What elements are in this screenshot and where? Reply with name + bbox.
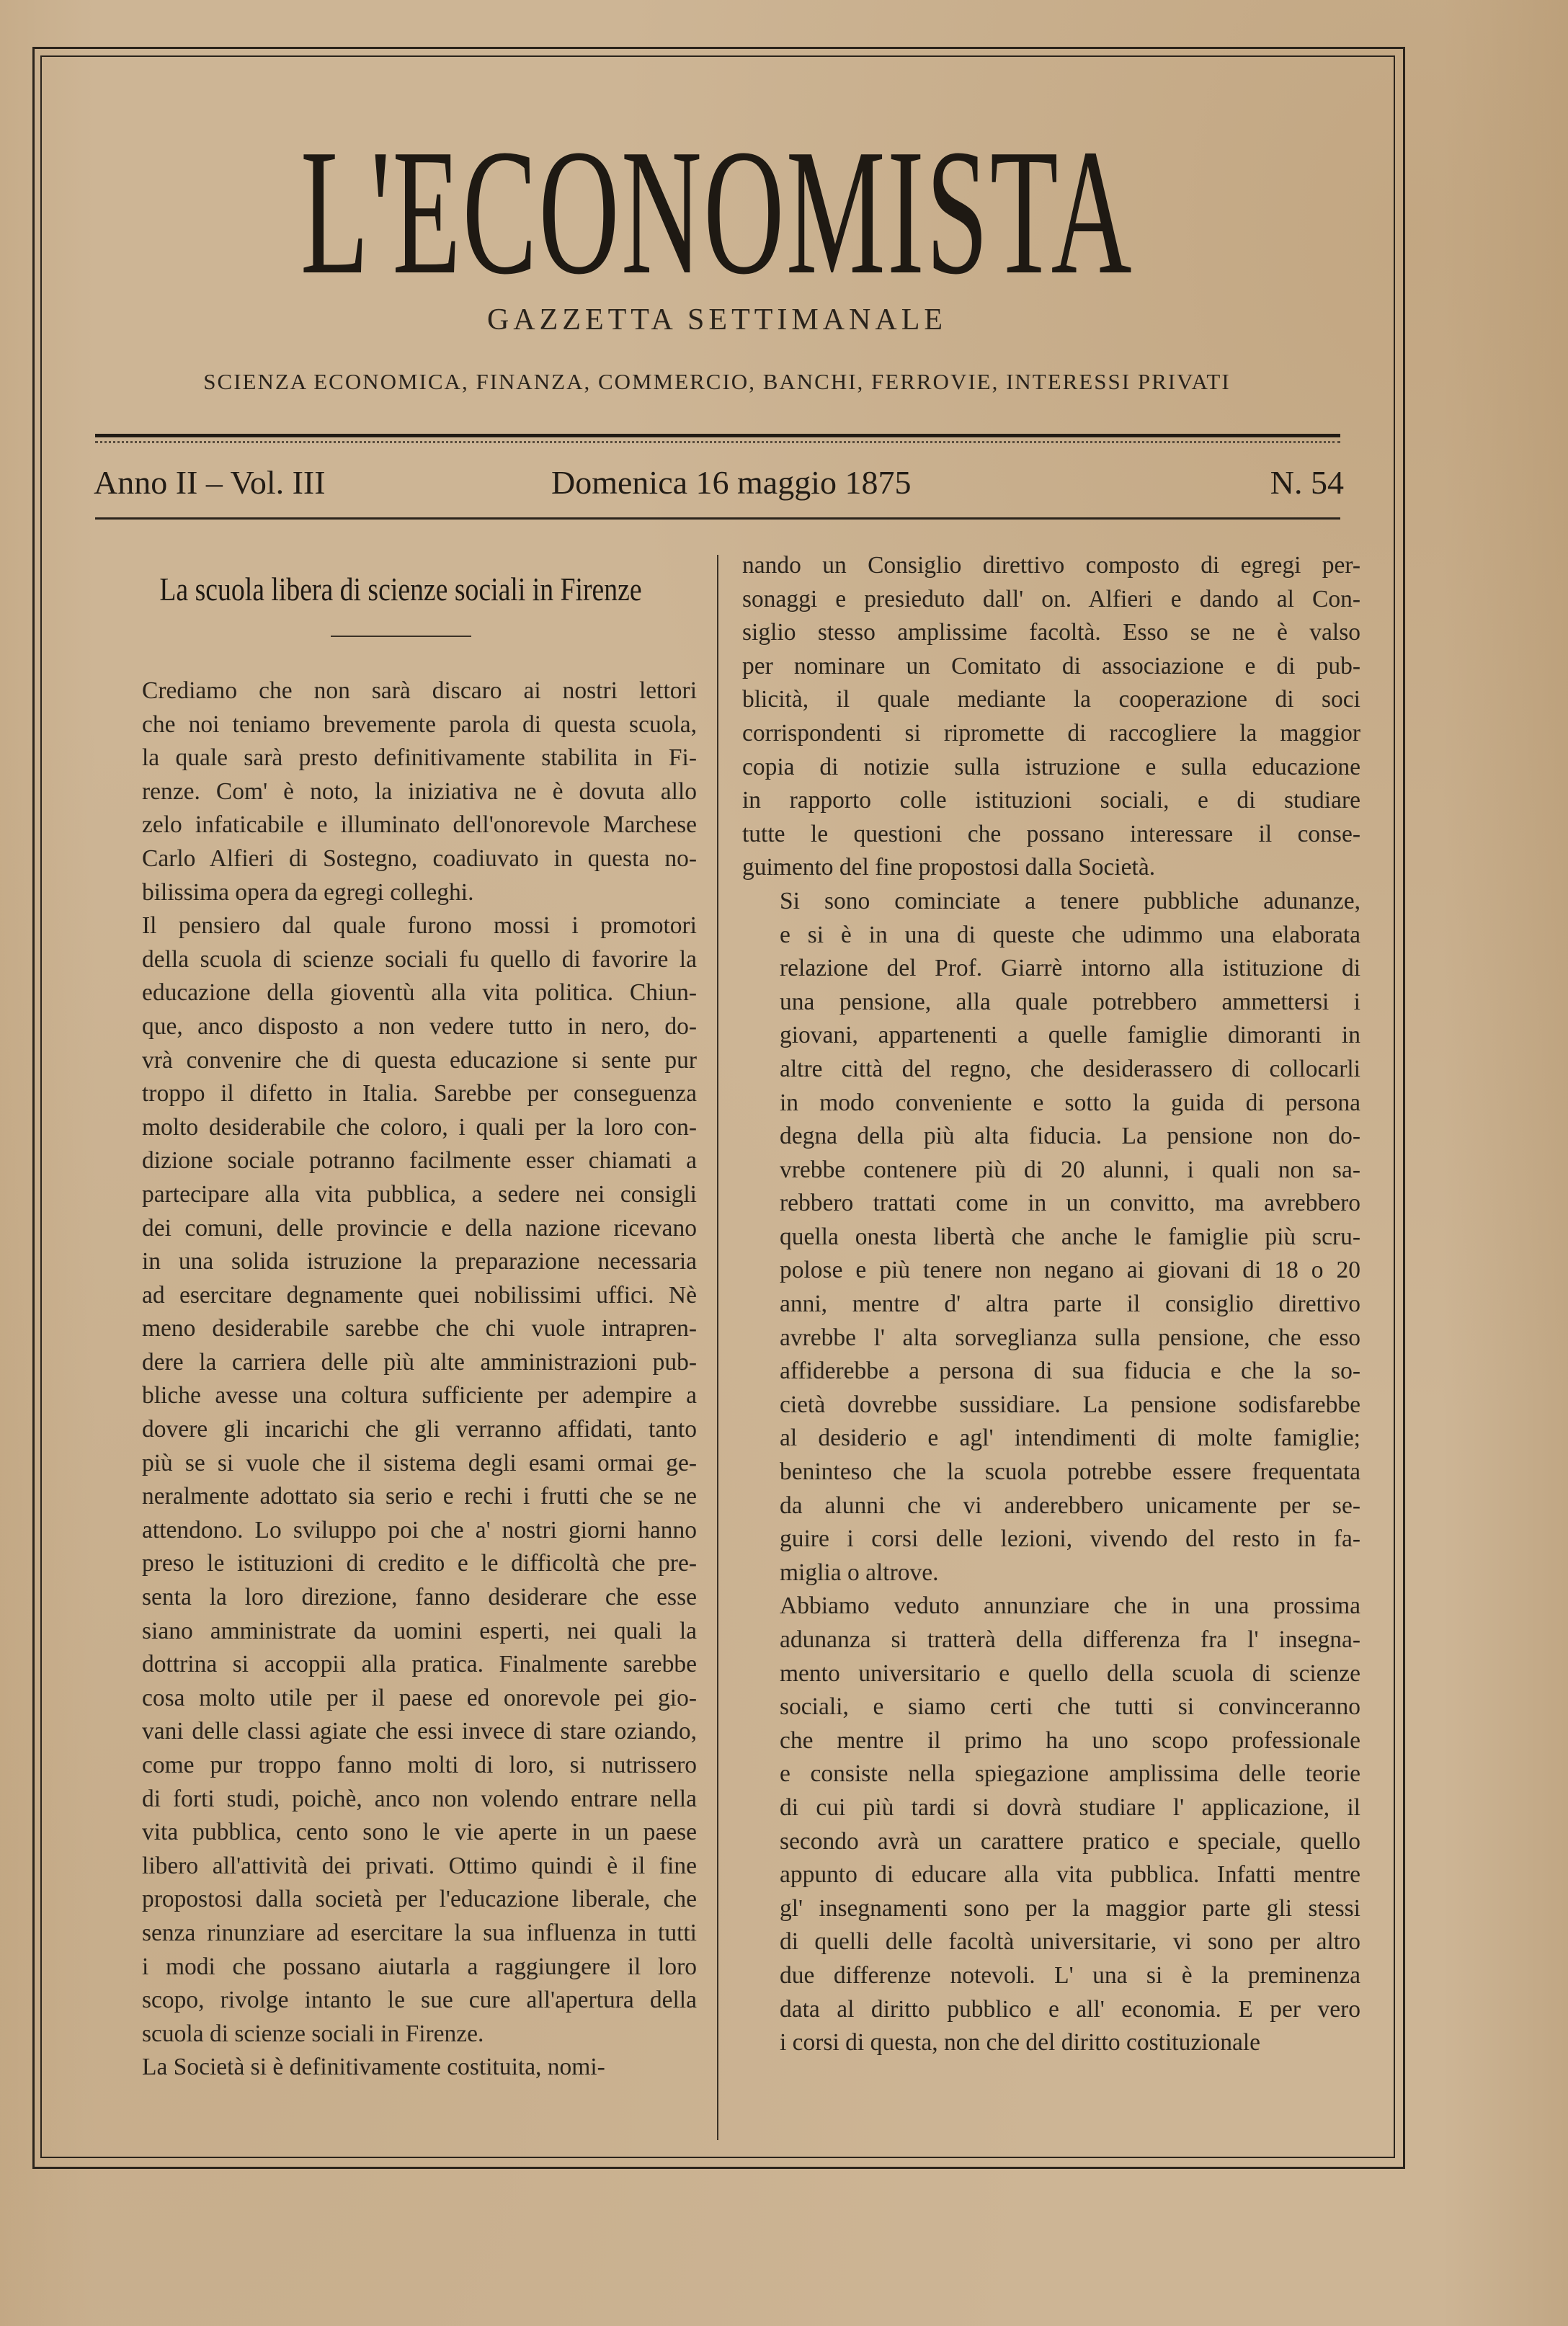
text-line: bliche avesse una coltura sufficiente per adempire a <box>142 1382 697 1409</box>
text-line: appunto di educare alla vita pubblica. Infatti mentre <box>780 1861 1360 1889</box>
text-line: per nominare un Comitato di associazione e di pub- <box>742 652 1360 679</box>
text-line: corrispondenti si ripromette di raccogliere la maggior <box>742 719 1360 747</box>
text-line: dottrina si accoppii alla pratica. Finalmente sarebbe <box>142 1651 697 1678</box>
text-line: siano amministrate da uomini esperti, nei quali la <box>142 1617 697 1644</box>
text-line: relazione del Prof. Giarrè intorno alla istituzione di <box>780 955 1360 982</box>
text-line: vrà convenire che di questa educazione si sente pur <box>142 1046 697 1074</box>
paragraph <box>742 885 1360 1590</box>
left-column <box>104 555 697 2085</box>
text-line: troppo il difetto in Italia. Sarebbe per conseguenza <box>142 1080 697 1108</box>
text-line: molto desiderabile che coloro, i quali per la loro con- <box>142 1113 697 1141</box>
text-line: avrebbe l' alta sorveglianza sulla pensione, che esso <box>780 1324 1360 1351</box>
text-line: della scuola di scienze sociali fu quello di favorire la <box>142 945 697 973</box>
text-line: la quale sarà presto definitivamente stabilita in Fi- <box>142 744 697 772</box>
text-line: dei comuni, delle provincie e della nazione ricevano <box>142 1214 697 1242</box>
text-line: in rapporto colle istituzioni sociali, e di studiare <box>742 787 1360 814</box>
text-line: da alunni che vi anderebbero unicamente per se- <box>780 1492 1360 1519</box>
paragraph <box>104 674 697 909</box>
text-line: blicità, il quale mediante la cooperazione di soci <box>742 686 1360 713</box>
text-line: i modi che possano aiutarla a raggiungere il loro <box>142 1953 697 1980</box>
text-line: scopo, rivolge intanto le sue cure all'apertura della <box>142 1987 697 2014</box>
text-line: siglio stesso amplissime facoltà. Esso se ne è valso <box>742 619 1360 646</box>
text-line: sonaggi e presieduto dall' on. Alfieri e dando al Con- <box>742 585 1360 612</box>
text-line: senza rinunziare ad esercitare la sua influenza in tutti <box>142 1919 697 1946</box>
text-line: e consiste nella spiegazione amplissima delle teorie <box>780 1760 1360 1788</box>
right-column-body <box>742 549 1360 2060</box>
text-line: cosa molto utile per il paese ed onorevole pei gio- <box>142 1684 697 1711</box>
text-line: libero all'attività dei privati. Ottimo quindi è il fine <box>142 1852 697 1879</box>
text-line: guire i corsi delle lezioni, vivendo del resto in fa- <box>780 1525 1360 1553</box>
text-line: cietà dovrebbe sussidiare. La pensione sodisfarebbe <box>780 1391 1360 1418</box>
text-line: polose e più tenere non negano ai giovani di 18 o 20 <box>780 1257 1360 1284</box>
text-line: dizione sociale potranno facilmente esser chiamati a <box>142 1147 697 1175</box>
text-line: data al diritto pubblico e all' economia. E per vero <box>780 1995 1360 2023</box>
text-line: renze. Com' è noto, la iniziativa ne è dovuta allo <box>142 777 697 805</box>
text-line: Il pensiero dal quale furono mossi i promotori <box>142 912 697 940</box>
text-line: altre città del regno, che desiderassero di collocarli <box>780 1055 1360 1082</box>
text-line: zelo infaticabile e illuminato dell'onorevole Marchese <box>142 811 697 839</box>
masthead-title: L'ECONOMISTA <box>300 112 1134 312</box>
text-line: miglia o altrove. <box>780 1559 939 1586</box>
text-line: che mentre il primo ha uno scopo professionale <box>780 1726 1360 1754</box>
text-line: bilissima opera da egregi colleghi. <box>142 878 474 906</box>
text-line: Carlo Alfieri di Sostegno, coadiuvato in questa no- <box>142 845 697 872</box>
text-line: nando un Consiglio direttivo composto di egregi per- <box>742 552 1360 579</box>
text-line: anni, mentre d' altra parte il consiglio direttivo <box>780 1291 1360 1318</box>
text-line: giovani, appartenenti a quelle famiglie dimoranti in <box>780 1022 1360 1049</box>
text-line: Abbiamo veduto annunziare che in una prossima <box>780 1592 1360 1620</box>
issue-info-bar <box>94 461 1344 504</box>
text-line: come pur troppo fanno molti di loro, si nutrissero <box>142 1752 697 1778</box>
text-line: gl' insegnamenti sono per la maggior parte gli stessi <box>780 1894 1360 1922</box>
column-divider <box>717 555 718 2140</box>
text-line: in una solida istruzione la preparazione necessaria <box>142 1248 697 1275</box>
text-line: educazione della gioventù alla vita politica. Chiun- <box>142 979 697 1007</box>
text-line: rebbero trattati come in un convitto, ma avrebbero <box>780 1190 1360 1217</box>
text-line: degna della più alta fiducia. La pensione non do- <box>780 1123 1360 1150</box>
text-line: in modo conveniente e sotto la guida di persona <box>780 1089 1360 1116</box>
text-line: guimento del fine propostosi dalla Società. <box>742 854 1156 881</box>
text-line: adunanza si tratterà della differenza fra l' insegna- <box>780 1626 1360 1653</box>
text-line: tutte le questioni che possano interessare il conse- <box>742 820 1360 847</box>
text-line: più se si vuole che il sistema degli esami ormai ge- <box>142 1449 697 1476</box>
text-line: que, anco disposto a non vedere tutto in nero, do- <box>142 1012 697 1040</box>
right-column <box>742 549 1360 2060</box>
text-line: sociali, e siamo certi che tutti si convinceranno <box>780 1693 1360 1721</box>
paragraph <box>742 549 1360 885</box>
header-rule-dotted <box>95 441 1340 443</box>
header-rule-thin <box>95 517 1340 520</box>
masthead-topics: SCIENZA ECONOMICA, FINANZA, COMMERCIO, BANCHI, FERROVIE, INTERESSI PRIVATI <box>203 369 1231 394</box>
text-line: mento universitario e quello della scuola di scienze <box>780 1659 1360 1687</box>
text-line: Si sono cominciate a tenere pubbliche adunanze, <box>780 887 1360 914</box>
text-line: di cui più tardi si dovrà studiare l' applicazione, il <box>780 1793 1360 1821</box>
text-line: che noi teniamo brevemente parola di questa scuola, <box>142 710 697 738</box>
text-line: scuola di scienze sociali in Firenze. <box>142 2020 484 2047</box>
text-line: La Società si è definitivamente costituita, nomi- <box>142 2054 605 2081</box>
text-line: di quelli delle facoltà universitarie, vi sono per altro <box>780 1928 1360 1956</box>
paragraph <box>104 2051 697 2085</box>
text-line: attendono. Lo sviluppo poi che a' nostri giorni hanno <box>142 1516 697 1543</box>
masthead-subtitle: GAZZETTA SETTIMANALE <box>486 303 948 337</box>
paragraph <box>104 909 697 2051</box>
text-line: dovere gli incarichi che gli verranno affidati, tanto <box>142 1416 697 1443</box>
text-line: di forti studi, poichè, anco non volendo entrare nella <box>142 1785 697 1812</box>
text-line: neralmente adottato sia serio e rechi i frutti che se ne <box>142 1483 697 1510</box>
text-line: vita pubblica, cento sono le vie aperte in un paese <box>142 1819 697 1846</box>
text-line: due differenze notevoli. L' una si è la preminenza <box>780 1961 1360 1989</box>
text-line: Crediamo che non sarà discaro ai nostri lettori <box>142 677 697 704</box>
text-line: preso le istituzioni di credito e le difficoltà che pre- <box>142 1550 697 1577</box>
issue-volume: Anno II – Vol. III <box>94 464 326 501</box>
left-column-body <box>104 674 697 2085</box>
issue-date: Domenica 16 maggio 1875 <box>551 464 912 501</box>
text-line: meno desiderabile sarebbe che chi vuole intrapren- <box>142 1315 697 1342</box>
text-line: quella onesta libertà che anche le famiglie più scru- <box>780 1223 1360 1250</box>
text-line: senta la loro direzione, fanno desiderare che esse <box>142 1584 697 1611</box>
text-line: ad esercitare degnamente quei nobilissimi uffici. Nè <box>142 1281 697 1309</box>
text-line: al desiderio e agl' intendimenti di molte famiglie; <box>780 1425 1360 1452</box>
text-line: secondo avrà un carattere pratico e speciale, quello <box>780 1827 1360 1855</box>
paragraph <box>742 1590 1360 2059</box>
text-line: vrebbe contenere più di 20 alunni, i quali non sa- <box>780 1156 1360 1183</box>
title-rule <box>331 636 471 637</box>
article-title: La scuola libera di scienze sociali in Firenze <box>159 571 642 607</box>
text-line: copia di notizie sulla istruzione e sulla educazione <box>742 753 1360 780</box>
header-rule-thick <box>95 434 1340 437</box>
text-line: i corsi di questa, non che del diritto costituzionale <box>780 2029 1261 2057</box>
text-line: partecipare alla vita pubblica, a sedere nei consigli <box>142 1180 697 1208</box>
text-line: e si è in una di queste che udimmo una elaborata <box>780 921 1360 948</box>
text-line: affiderebbe a persona di sua fiducia e che la so- <box>780 1358 1360 1385</box>
text-line: dere la carriera delle più alte amministrazioni pub- <box>142 1348 697 1376</box>
issue-number: N. 54 <box>1270 464 1344 501</box>
text-line: propostosi dalla società per l'educazione liberale, che <box>142 1886 697 1913</box>
text-line: una pensione, alla quale potrebbero ammettersi i <box>780 988 1360 1015</box>
text-line: vani delle classi agiate che essi invece di stare oziando, <box>142 1718 697 1745</box>
text-line: beninteso che la scuola potrebbe essere frequentata <box>780 1458 1360 1486</box>
